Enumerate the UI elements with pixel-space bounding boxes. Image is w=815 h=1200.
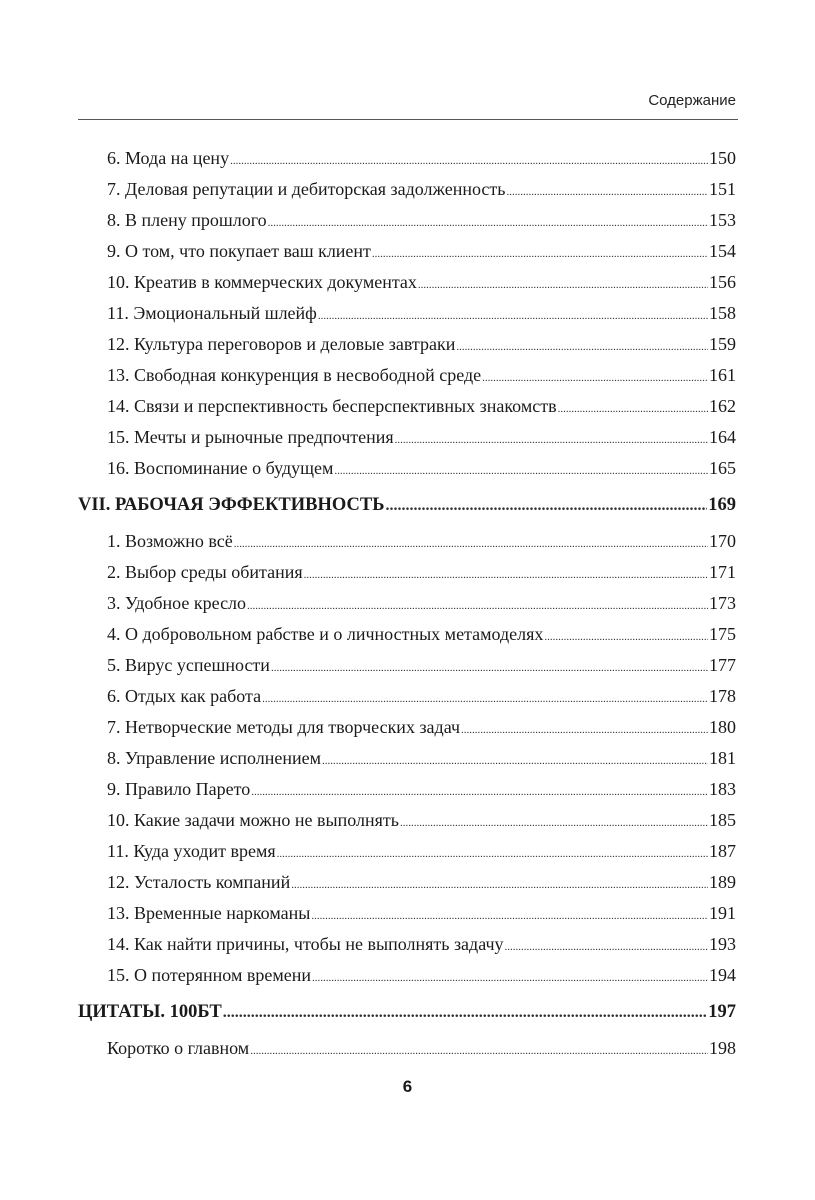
toc-entry-page: 175 [709,624,736,644]
toc-entry[interactable] [78,929,736,960]
toc-leader-dots [558,391,708,425]
toc-leader-dots [271,650,708,684]
toc-entry-title: 8. Управление исполнением [107,748,322,768]
toc-entry[interactable] [78,298,736,329]
toc-entry[interactable] [78,712,736,743]
toc-leader-dots [461,712,708,746]
toc-entry-page: 191 [709,903,736,923]
toc-section-title: ЦИТАТЫ. 100БТ [78,1002,222,1022]
toc-entry[interactable] [78,1033,736,1064]
toc-entry-title: 3. Удобное кресло [107,593,247,613]
running-header: Содержание [648,92,736,109]
toc-entry-title: 4. О добровольном рабстве и о личностных метамоделях [107,624,544,644]
toc-section-heading[interactable] [78,484,736,526]
toc-entry-page: 178 [709,686,736,706]
toc-leader-dots [304,557,708,591]
toc-entry[interactable] [78,743,736,774]
toc-leader-dots [334,453,708,487]
toc-entry-page: 151 [709,179,736,199]
toc-entry-title: 13. Временные наркоманы [107,903,311,923]
toc-leader-dots [230,143,708,177]
toc-entry-title: 14. Как найти причины, чтобы не выполнять задачу [107,934,504,954]
toc-entry-page: 165 [709,458,736,478]
toc-leader-dots [372,236,708,270]
toc-leader-dots [482,360,708,394]
toc-entry-page: 183 [709,779,736,799]
toc-entry-page: 153 [709,210,736,230]
toc-entry-title: 15. Мечты и рыночные предпочтения [107,427,394,447]
toc-entry-page: 177 [709,655,736,675]
toc-leader-dots [456,329,708,363]
toc-leader-dots [250,1033,708,1067]
toc-section-heading[interactable] [78,991,736,1033]
toc-entry-title: 10. Какие задачи можно не выполнять [107,810,399,830]
toc-group-part3 [78,1033,736,1064]
toc-entry[interactable] [78,143,736,174]
toc-leader-dots [318,298,708,332]
toc-entry-title: 12. Культура переговоров и деловые завтраки [107,334,456,354]
toc-group-part2 [78,526,736,991]
toc-entry-title: 11. Эмоциональный шлейф [107,303,317,323]
toc-entry-page: 164 [709,427,736,447]
toc-entry-title: 6. Отдых как работа [107,686,262,706]
toc-leader-dots [312,960,708,994]
toc-entry-title: 10. Креатив в коммерческих документах [107,272,417,292]
toc-entry-title: Коротко о главном [107,1038,250,1058]
toc-entry-title: 9. О том, что покупает ваш клиент [107,241,371,261]
toc-entry[interactable] [78,836,736,867]
toc-entry[interactable] [78,526,736,557]
toc-entry[interactable] [78,360,736,391]
toc-section-title: VII. РАБОЧАЯ ЭФФЕКТИВНОСТЬ [78,495,385,515]
toc-entry-page: 198 [709,1038,736,1058]
toc-entry[interactable] [78,453,736,484]
toc-entry-title: 6. Мода на цену [107,148,230,168]
toc-entry-page: 162 [709,396,736,416]
toc-entry[interactable] [78,267,736,298]
toc-entry-page: 194 [709,965,736,985]
toc-entry[interactable] [78,805,736,836]
toc-entry-page: 159 [709,334,736,354]
toc-entry[interactable] [78,898,736,929]
toc-entry-title: 1. Возможно всё [107,531,233,551]
toc-leader-dots [385,484,707,527]
toc-entry-title: 7. Деловая репутации и дебиторская задолженность [107,179,506,199]
toc-entry[interactable] [78,867,736,898]
toc-entry-title: 15. О потерянном времени [107,965,311,985]
toc-leader-dots [505,929,708,963]
toc-entry[interactable] [78,329,736,360]
toc-entry[interactable] [78,960,736,991]
toc-leader-dots [507,174,709,208]
toc-leader-dots [262,681,708,715]
toc-entry-title: 5. Вирус успешности [107,655,270,675]
toc-entry-page: 193 [709,934,736,954]
toc-leader-dots [395,422,708,456]
toc-section-page: 169 [708,495,736,515]
toc-entry[interactable] [78,391,736,422]
toc-entry[interactable] [78,774,736,805]
toc-entry-page: 187 [709,841,736,861]
table-of-contents [78,143,736,1064]
toc-entry-page: 185 [709,810,736,830]
toc-entry-title: 11. Куда уходит время [107,841,276,861]
toc-entry[interactable] [78,588,736,619]
toc-entry-page: 180 [709,717,736,737]
toc-leader-dots [544,619,708,653]
toc-entry-title: 9. Правило Парето [107,779,251,799]
toc-leader-dots [268,205,708,239]
toc-entry[interactable] [78,650,736,681]
toc-entry-page: 161 [709,365,736,385]
toc-entry-title: 2. Выбор среды обитания [107,562,303,582]
toc-entry-title: 8. В плену прошлого [107,210,267,230]
toc-entry-title: 7. Нетворческие методы для творческих задач [107,717,461,737]
toc-entry[interactable] [78,205,736,236]
toc-entry-title: 14. Связи и перспективность бесперспективных знакомств [107,396,557,416]
toc-entry[interactable] [78,422,736,453]
toc-entry-page: 171 [709,562,736,582]
toc-entry-page: 181 [709,748,736,768]
toc-entry-page: 189 [709,872,736,892]
toc-entry-page: 154 [709,241,736,261]
toc-entry-title: 13. Свободная конкуренция в несвободной среде [107,365,482,385]
toc-group-part1 [78,143,736,484]
toc-leader-dots [418,267,708,301]
toc-leader-dots [311,898,708,932]
toc-entry[interactable] [78,619,736,650]
page-number: 6 [402,1077,413,1096]
toc-leader-dots [247,588,708,622]
toc-entry[interactable] [78,557,736,588]
toc-entry[interactable] [78,681,736,712]
toc-leader-dots [223,991,707,1034]
toc-entry[interactable] [78,174,736,205]
header-rule [78,119,738,120]
toc-entry-page: 150 [709,148,736,168]
toc-leader-dots [322,743,708,777]
toc-section-page: 197 [708,1002,736,1022]
toc-entry-page: 173 [709,593,736,613]
toc-entry[interactable] [78,236,736,267]
toc-entry-page: 156 [709,272,736,292]
toc-entry-title: 16. Воспоминание о будущем [107,458,334,478]
toc-leader-dots [400,805,708,839]
toc-leader-dots [277,836,708,870]
toc-leader-dots [234,526,708,560]
toc-entry-title: 12. Усталость компаний [107,872,291,892]
toc-leader-dots [291,867,708,901]
toc-entry-page: 170 [709,531,736,551]
toc-entry-page: 158 [709,303,736,323]
toc-leader-dots [251,774,708,808]
